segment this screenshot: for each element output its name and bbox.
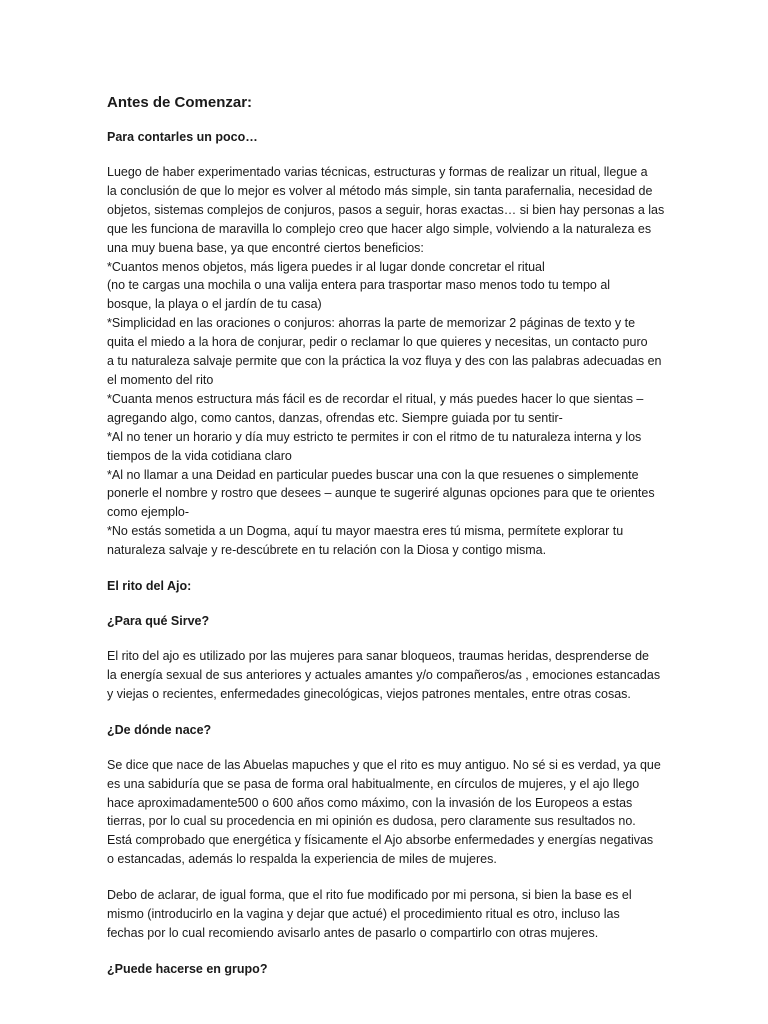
document-title: Antes de Comenzar: (107, 94, 253, 111)
text-line: *Cuanta menos estructura más fácil es de recordar el ritual, y más puedes hacer lo que sientas – (107, 391, 644, 406)
text-line: es una sabiduría que se pasa de forma oral habitualmente, en círculos de mujeres, y el ajo llego (107, 776, 640, 791)
text-line: tiempos de la vida cotidiana claro (107, 448, 292, 463)
text-line: a tu naturaleza salvaje permite que con la práctica la voz fluya y des con las palabras adecuadas en (107, 354, 662, 369)
text-line: hace aproximadamente500 o 600 años como máximo, con la invasión de los Europeos a estas (107, 795, 633, 810)
text-line: quita el miedo a la hora de conjurar, pedir o reclamar lo que quieres y necesitas, un contacto puro (107, 335, 648, 350)
text-line: y viejas o recientes, enfermedades ginecológicas, viejos patrones mentales, entre otras cosas. (107, 686, 631, 701)
text-line: que les funciona de maravilla lo complejo creo que hacer algo simple, volviendo a la naturaleza es (107, 221, 652, 236)
text-line: El rito del ajo es utilizado por las mujeres para sanar bloqueos, traumas heridas, desprenderse de (107, 649, 649, 664)
text-line: objetos, sistemas complejos de conjuros, pasos a seguir, horas exactas… si bien hay personas a las (107, 202, 665, 217)
text-line: tierras, por lo cual su procedencia en mi opinión es dudosa, pero claramente sus resultados no. (107, 814, 636, 829)
text-line: *Al no llamar a una Deidad en particular puedes buscar una con la que resuenes o simplemente (107, 467, 639, 482)
text-line: (no te cargas una mochila o una valija entera para trasportar maso menos todo tu tempo al (107, 278, 611, 293)
text-line: *No estás sometida a un Dogma, aquí tu mayor maestra eres tú misma, permítete explorar tu (107, 524, 624, 539)
clarify-paragraph (107, 886, 720, 943)
text-line: ponerle el nombre y rostro que desees – aunque te sugeriré algunas opciones para que te orientes (107, 486, 655, 501)
text-line: mismo (introducirlo en la vagina y dejar que actué) el procedimiento ritual es otro, incluso las (107, 907, 620, 922)
text-line: *Al no tener un horario y día muy estricto te permites ir con el ritmo de tu naturaleza interna y los (107, 429, 642, 444)
intro-heading: Para contarles un poco… (107, 130, 258, 144)
text-line: bosque, la playa o el jardín de tu casa) (107, 297, 322, 312)
text-line: o estancadas, además lo respalda la experiencia de miles de mujeres. (107, 852, 497, 867)
text-line: la energía sexual de sus anteriores y actuales amantes y/o compañeros/as , emociones estancadas (107, 667, 661, 682)
text-line: fechas por lo cual recomiendo avisarlo antes de pasarlo o compartirlo con otras mujeres. (107, 926, 599, 940)
origin-paragraph (107, 756, 720, 869)
text-line: la conclusión de que lo mejor es volver al método más simple, sin tanta parafernalia, necesidad de (107, 183, 653, 198)
origin-heading: ¿De dónde nace? (107, 722, 212, 737)
intro-paragraph (107, 163, 720, 560)
text-line: Está comprobado que energética y físicamente el Ajo absorbe enfermedades y energías negativas (107, 833, 654, 848)
text-line: una muy buena base, ya que encontré ciertos beneficios: (107, 240, 424, 255)
text-line: Luego de haber experimentado varias técnicas, estructuras y formas de realizar un ritual, llegue a (107, 165, 648, 179)
text-line: agregando algo, como cantos, danzas, ofrendas etc. Siempre guiada por tu sentir- (107, 410, 563, 425)
text-line: Debo de aclarar, de igual forma, que el rito fue modificado por mi persona, si bien la base es el (107, 888, 632, 903)
purpose-heading: ¿Para qué Sirve? (107, 614, 210, 629)
text-line: naturaleza salvaje y re-descúbrete en tu relación con la Diosa y contigo misma. (107, 543, 547, 558)
text-line: Se dice que nace de las Abuelas mapuches y que el rito es muy antiguo. No sé si es verdad, ya que (107, 757, 661, 772)
text-line: como ejemplo- (107, 505, 189, 520)
text-line: el momento del rito (107, 372, 214, 387)
purpose-paragraph (107, 647, 720, 704)
group-heading: ¿Puede hacerse en grupo? (107, 961, 268, 976)
text-line: *Simplicidad en las oraciones o conjuros: ahorras la parte de memorizar 2 páginas de texto y te (107, 316, 636, 331)
text-line: *Cuantos menos objetos, más ligera puedes ir al lugar donde concretar el ritual (107, 259, 545, 274)
rite-heading: El rito del Ajo: (107, 579, 192, 594)
